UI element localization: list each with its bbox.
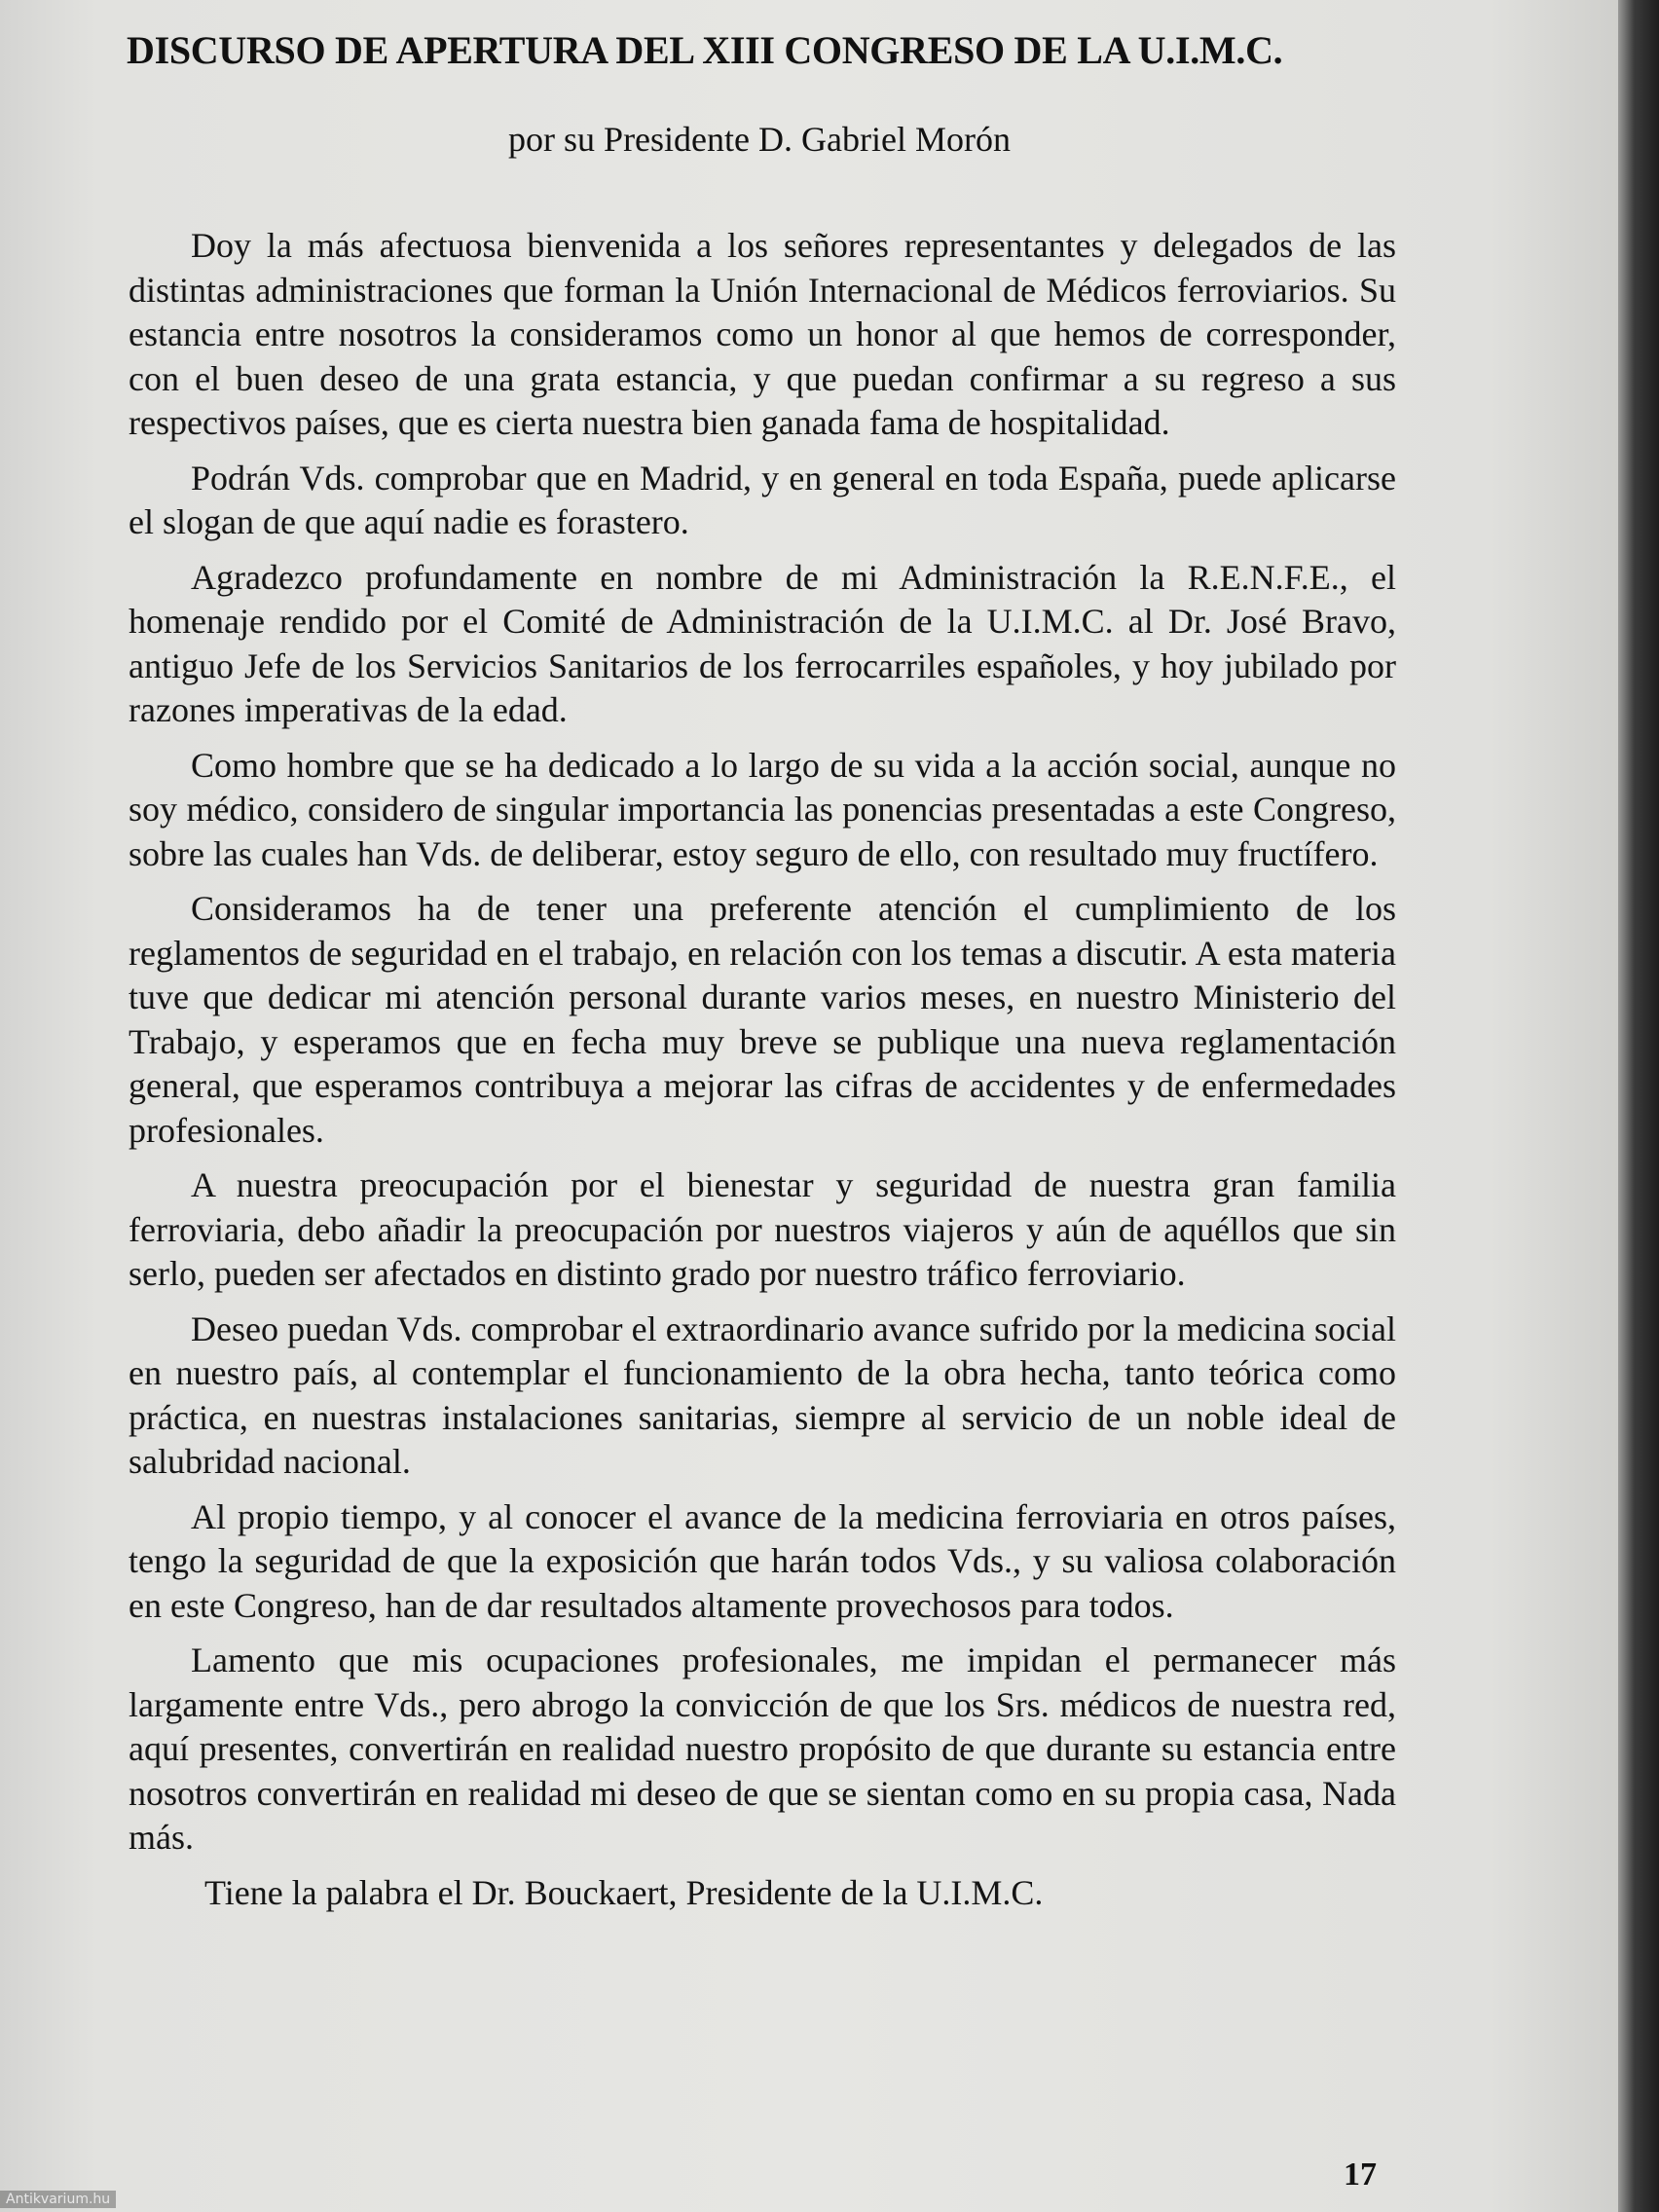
speech-body <box>129 224 1396 1915</box>
page-number: 17 <box>1344 2157 1377 2193</box>
page-edge-shadow <box>1618 0 1659 2212</box>
paragraph: Doy la más afectuosa bienvenida a los señores representantes y delegados de las distintas administraciones que forman la Unión Internacional de Médicos ferroviarios. Su estancia entre nosotros la consideramos como un honor al que hemos de corresponder, con el buen deseo de una grata estancia, y que puedan confirmar a su regreso a sus respectivos países, que es cierta nuestra bien ganada fama de hospitalidad. <box>129 226 1396 442</box>
paragraph: Agradezco profundamente en nombre de mi Administración la R.E.N.F.E., el homenaje rendido por el Comité de Administración de la U.I.M.C. al Dr. José Bravo, antiguo Jefe de los Servicios Sanitarios de los ferrocarriles españoles, y hoy jubilado por razones imperativas de la edad. <box>129 557 1396 729</box>
paragraph: Consideramos ha de tener una preferente atención el cumplimiento de los reglamentos de seguridad en el trabajo, en relación con los temas a discutir. A esta materia tuve que dedicar mi atención personal durante varios meses, en nuestro Ministerio del Trabajo, y esperamos que en fecha muy breve se publique una nueva reglamentación general, que esperamos contribuya a mejorar las cifras de accidentes y de enfermedades profesionales. <box>129 889 1396 1150</box>
page-subtitle: por su Presidente D. Gabriel Morón <box>508 120 1011 159</box>
paragraph: Deseo puedan Vds. comprobar el extraordinario avance sufrido por la medicina social en nuestro país, al contemplar el funcionamiento de la obra hecha, tanto teórica como práctica, en nuestras instalaciones sanitarias, siempre al servicio de un noble ideal de salubridad nacional. <box>129 1309 1396 1481</box>
paragraph: A nuestra preocupación por el bienestar y seguridad de nuestra gran familia ferroviaria, debo añadir la preocupación por nuestros viajeros y aún de aquéllos que sin serlo, pueden ser afectados en distinto grado por nuestro tráfico ferroviario. <box>129 1165 1396 1293</box>
paragraph: Lamento que mis ocupaciones profesionales, me impidan el permanecer más largamente entre Vds., pero abrogo la convicción de que los Srs. médicos de nuestra red, aquí presentes, convertirán en realidad nuestro propósito de que durante su estancia entre nosotros convertirán en realidad mi deseo de que se sientan como en su propia casa, Nada más. <box>129 1641 1396 1857</box>
page-title: DISCURSO DE APERTURA DEL XIII CONGRESO DE LA U.I.M.C. <box>127 28 1283 72</box>
watermark: Antikvarium.hu <box>0 2191 116 2208</box>
paragraph: Podrán Vds. comprobar que en Madrid, y en general en toda España, puede aplicarse el slogan de que aquí nadie es forastero. <box>129 458 1396 541</box>
closing-line: Tiene la palabra el Dr. Bouckaert, Presidente de la U.I.M.C. <box>204 1872 1044 1912</box>
paragraph: Al propio tiempo, y al conocer el avance de la medicina ferroviaria en otros países, tengo la seguridad de que la exposición que harán todos Vds., y su valiosa colaboración en este Congreso, han de dar resultados altamente provechosos para todos. <box>129 1496 1396 1625</box>
paragraph: Como hombre que se ha dedicado a lo largo de su vida a la acción social, aunque no soy médico, considero de singular importancia las ponencias presentadas a este Congreso, sobre las cuales han Vds. de deliberar, estoy seguro de ello, con resultado muy fructífero. <box>129 745 1396 873</box>
